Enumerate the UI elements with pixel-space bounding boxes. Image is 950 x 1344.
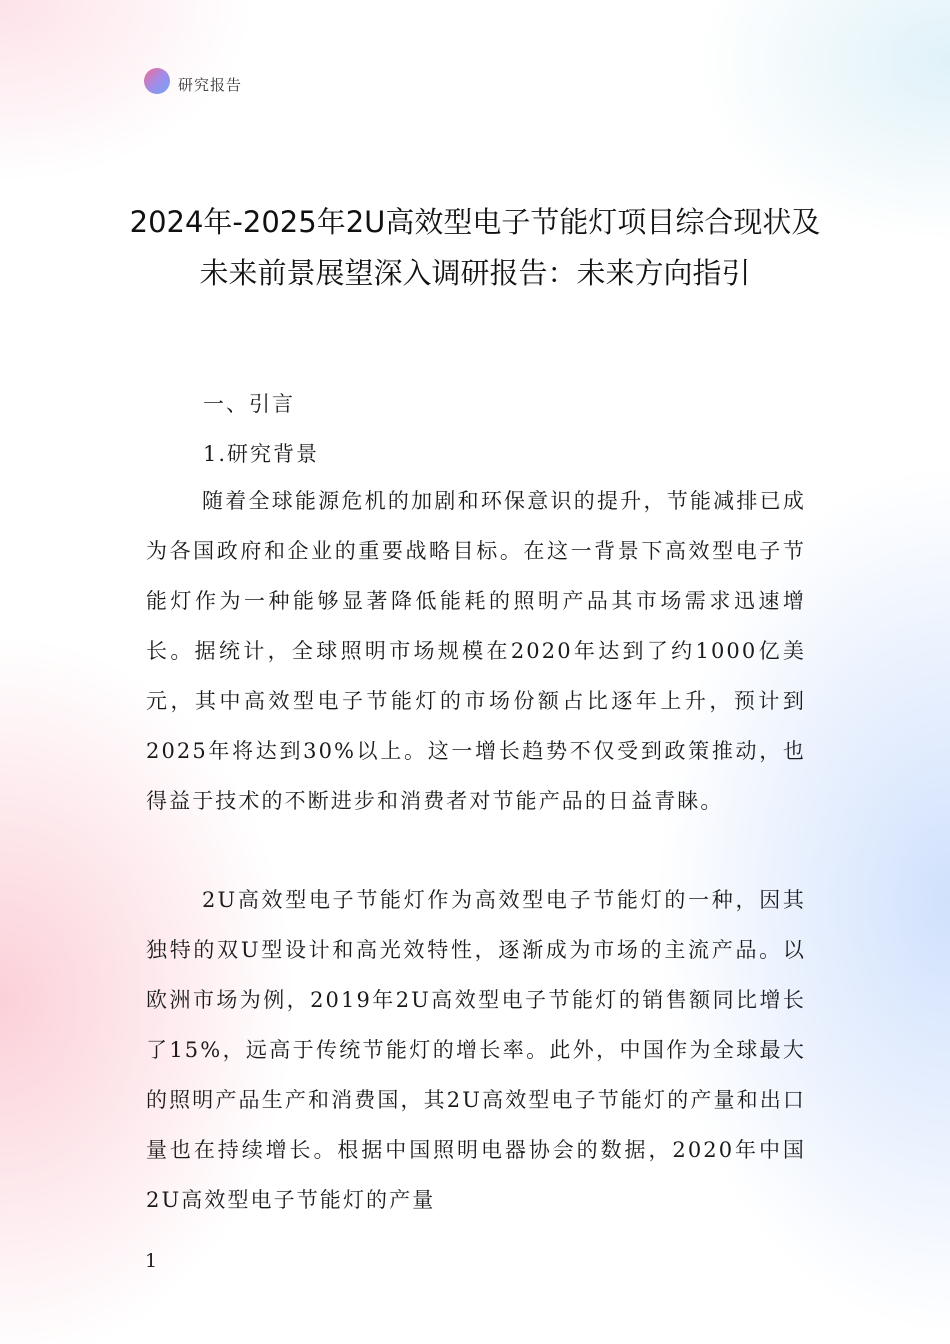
body-paragraph: 2U高效型电子节能灯作为高效型电子节能灯的一种，因其独特的双U型设计和高光效特性，逐渐成为市场的主流产品。以欧洲市场为例，2019年2U高效型电子节能灯的销售额同比增长了15%，远高于传统节能灯的增长率。此外，中国作为全球最大的照明产品生产和消费国，其2U高效型电子节能灯的产量和出口量也在持续增长。根据中国照明电器协会的数据，2020年中国2U高效型电子节能灯的产量 [146,888,806,1212]
document-title: 2024年-2025年2U高效型电子节能灯项目综合现状及未来前景展望深入调研报告：未来方向指引 [129,205,821,291]
report-logo-icon [144,68,170,94]
subsection-heading: 1.研究背景 [203,442,320,466]
page-number: 1 [145,1250,158,1272]
section-heading: 一、引言 [203,392,295,416]
report-type-label: 研究报告 [178,76,243,94]
body-paragraph: 随着全球能源危机的加剧和环保意识的提升，节能减排已成为各国政府和企业的重要战略目标。在这一背景下高效型电子节能灯作为一种能够显著降低能耗的照明产品其市场需求迅速增长。据统计，全球照明市场规模在2020年达到了约1000亿美元，其中高效型电子节能灯的市场份额占比逐年上升，预计到2025年将达到30%以上。这一增长趋势不仅受到政策推动，也得益于技术的不断进步和消费者对节能产品的日益青睐。 [146,489,806,813]
